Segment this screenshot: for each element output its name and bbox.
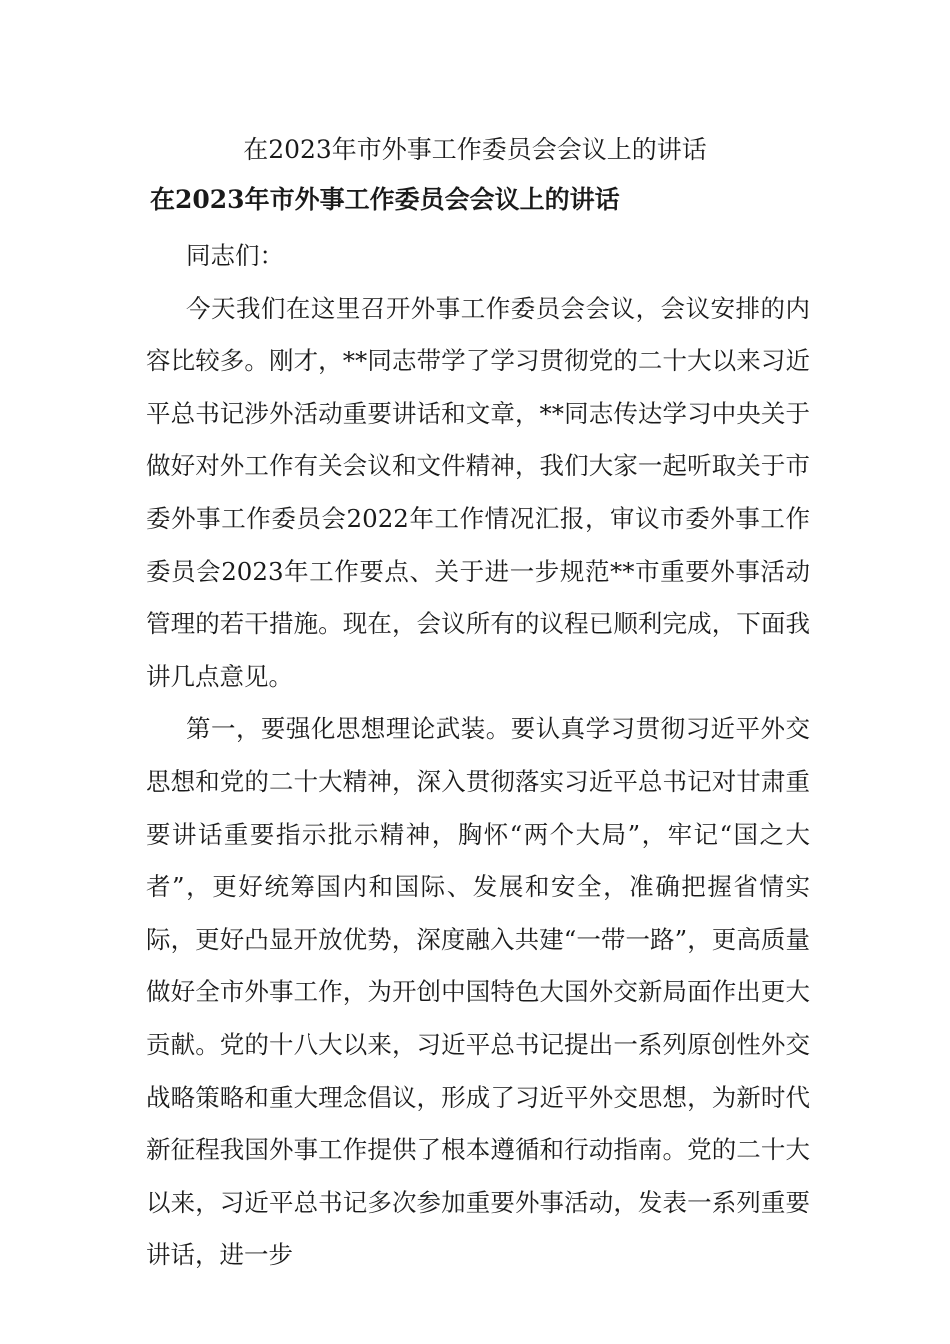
paragraph-opening: 今天我们在这里召开外事工作委员会会议，会议安排的内容比较多。刚才，**同志带学了学习贯彻党的二十大以来习近平总书记涉外活动重要讲话和文章，**同志传达学习中央关于做好对外工作有关会议和文件精神，我们大家一起听取关于市委外事工作委员会2022年工作情况汇报，审议市委外事工作委员会2023年工作要点、关于进一步规范**市重要外事活动管理的若干措施。现在，会议所有的议程已顺利完成，下面我讲几点意见。 — [146, 293, 810, 691]
document-title: 在2023年市外事工作委员会会议上的讲话 — [243, 135, 707, 164]
document-body — [146, 230, 810, 1282]
paragraph-first-point: 第一，要强化思想理论武装。要认真学习贯彻习近平外交思想和党的二十大精神，深入贯彻落实习近平总书记对甘肃重要讲话重要指示批示精神，胸怀“两个大局”，牢记“国之大者”，更好统筹国内和国际、发展和安全，准确把握省情实际，更好凸显开放优势，深度融入共建“一带一路”，更高质量做好全市外事工作，为开创中国特色大国外交新局面作出更大贡献。党的十八大以来，习近平总书记提出一系列原创性外交战略策略和重大理念倡议，形成了习近平外交思想，为新时代新征程我国外事工作提供了根本遵循和行动指南。党的二十大以来，习近平总书记多次参加重要外事活动，发表一系列重要讲话，进一步 — [146, 714, 810, 1270]
greeting: 同志们： — [186, 241, 284, 270]
document-subtitle: 在2023年市外事工作委员会会议上的讲话 — [150, 185, 620, 214]
